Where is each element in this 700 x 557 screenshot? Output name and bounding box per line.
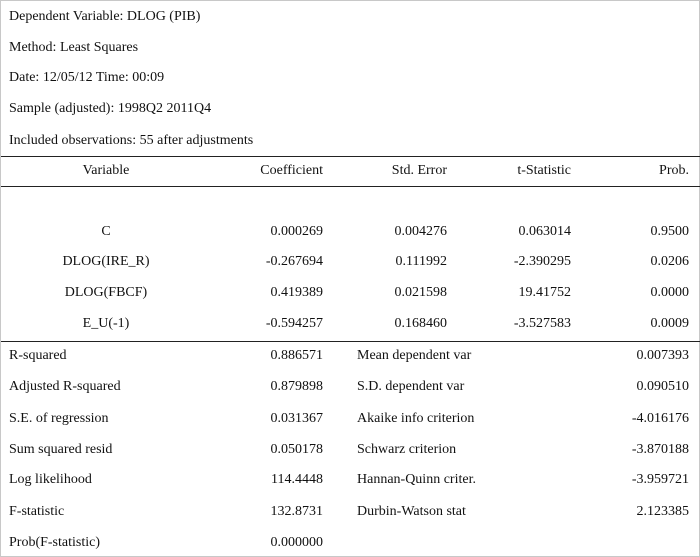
- stat-value-right: 0.007393: [636, 348, 689, 363]
- stat-label-left: Adjusted R-squared: [9, 379, 121, 394]
- prob-value: 0.0009: [650, 316, 689, 331]
- stat-label-right: Mean dependent var: [357, 348, 472, 363]
- stat-label-right: Schwarz criterion: [357, 442, 457, 457]
- prob-value: 0.0000: [650, 285, 689, 300]
- col-header-coefficient: Coefficient: [260, 163, 323, 178]
- stat-value-left: 0.000000: [270, 535, 323, 550]
- col-header-prob: Prob.: [659, 163, 689, 178]
- stat-label-left: S.E. of regression: [9, 411, 109, 426]
- stat-value-left: 0.879898: [270, 379, 323, 394]
- variable-name: DLOG(FBCF): [64, 285, 148, 300]
- t-statistic-value: -3.527583: [513, 316, 571, 331]
- stat-label-right: Hannan-Quinn criter.: [357, 472, 476, 487]
- stat-label-right: S.D. dependent var: [357, 379, 465, 394]
- stat-value-left: 114.4448: [271, 472, 323, 487]
- stats-rule: [1, 341, 700, 342]
- stat-value-left: 0.050178: [270, 442, 323, 457]
- stat-value-right: -3.959721: [631, 472, 689, 487]
- stat-value-right: -3.870188: [631, 442, 689, 457]
- stat-label-left: Prob(F-statistic): [9, 535, 100, 550]
- std-error-value: 0.021598: [394, 285, 447, 300]
- coefficient-value: -0.594257: [265, 316, 323, 331]
- stat-label-left: R-squared: [9, 348, 67, 363]
- variable-name: E_U(-1): [82, 316, 130, 331]
- method-line: Method: Least Squares: [9, 40, 139, 55]
- table-top-rule: [1, 156, 700, 157]
- stat-label-left: Sum squared resid: [9, 442, 113, 457]
- date-time-line: Date: 12/05/12 Time: 00:09: [9, 70, 165, 85]
- sample-line: Sample (adjusted): 1998Q2 2011Q4: [9, 101, 212, 116]
- stat-label-right: Durbin-Watson stat: [357, 504, 466, 519]
- t-statistic-value: 0.063014: [518, 224, 571, 239]
- observations-line: Included observations: 55 after adjustments: [9, 133, 254, 148]
- variable-name: DLOG(IRE_R): [62, 254, 150, 269]
- stat-value-left: 132.8731: [270, 504, 323, 519]
- t-statistic-value: -2.390295: [513, 254, 571, 269]
- col-header-std-error: Std. Error: [391, 163, 447, 178]
- header-rule: [1, 186, 700, 187]
- stat-label-right: Akaike info criterion: [357, 411, 475, 426]
- variable-name: C: [101, 224, 111, 239]
- prob-value: 0.0206: [650, 254, 689, 269]
- stat-value-right: 2.123385: [636, 504, 689, 519]
- coefficient-value: 0.000269: [270, 224, 323, 239]
- prob-value: 0.9500: [650, 224, 689, 239]
- stat-value-left: 0.886571: [270, 348, 323, 363]
- std-error-value: 0.168460: [394, 316, 447, 331]
- stat-label-left: F-statistic: [9, 504, 65, 519]
- stat-value-left: 0.031367: [270, 411, 323, 426]
- col-header-variable: Variable: [82, 163, 130, 178]
- col-header-t-statistic: t-Statistic: [517, 163, 571, 178]
- coefficient-value: 0.419389: [270, 285, 323, 300]
- dependent-variable-line: Dependent Variable: DLOG (PIB): [9, 9, 201, 24]
- stat-value-right: 0.090510: [636, 379, 689, 394]
- std-error-value: 0.111992: [395, 254, 447, 269]
- std-error-value: 0.004276: [394, 224, 447, 239]
- stat-label-left: Log likelihood: [9, 472, 92, 487]
- t-statistic-value: 19.41752: [518, 285, 571, 300]
- stat-value-right: -4.016176: [631, 411, 689, 426]
- coefficient-value: -0.267694: [265, 254, 323, 269]
